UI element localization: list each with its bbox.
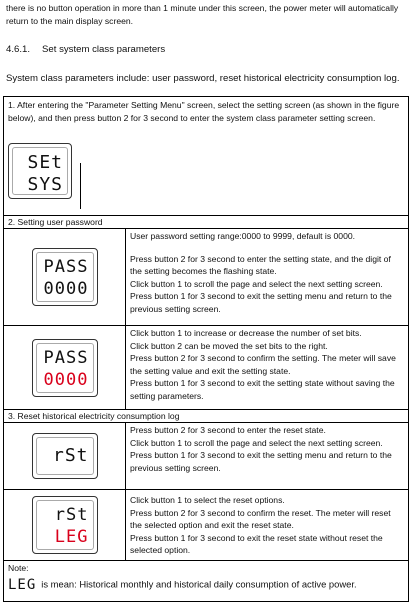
instruction-text: Click button 2 can be moved the set bits to the right.	[130, 340, 328, 351]
table-row-note	[4, 560, 408, 601]
section-description: System class parameters include: user password, reset historical electricity consumption log.	[6, 73, 400, 84]
table-row	[4, 489, 408, 560]
lcd-line-bottom-flashing: 0000	[43, 369, 89, 390]
instruction-cell	[126, 490, 408, 560]
instruction-text: Press button 1 for 3 second to exit the setting menu and return to the previous setting screen.	[130, 450, 392, 473]
instruction-text: Click button 1 to scroll the page and select the next setting screen.	[130, 278, 383, 289]
instruction-text: Click button 1 to increase or decrease the number of set bits.	[130, 328, 362, 338]
lcd-cell	[4, 229, 126, 325]
instruction-cell	[126, 229, 408, 325]
lcd-cell	[4, 326, 126, 409]
table-row	[4, 228, 408, 325]
table-row	[4, 409, 408, 422]
table-row	[4, 97, 408, 215]
lcd-display-pass	[32, 248, 98, 306]
instruction-text: Press button 2 for 3 second to confirm the reset. The meter will reset the selected option and exit the reset state.	[130, 507, 391, 530]
leg-segment-icon: LEG	[8, 577, 37, 593]
instruction-text: Press button 1 for 3 second to exit the reset state without reset the selected option.	[130, 532, 383, 555]
table-row	[4, 215, 408, 228]
lcd-display-rst	[32, 433, 98, 479]
table-row	[4, 325, 408, 409]
instruction-text: Press button 2 for 3 second to confirm the setting. The meter will save the setting value and exit the setting state.	[130, 353, 396, 376]
lcd-display-pass-edit	[32, 339, 98, 397]
lcd-line-top: rSt	[52, 445, 89, 466]
row-header: 2. Setting user password	[8, 217, 103, 227]
row-header: 3. Reset historical electricity consumption log	[8, 411, 180, 421]
lcd-line-top: PASS	[43, 257, 89, 277]
lcd-cell	[4, 490, 126, 560]
lcd-display-rst-leg	[32, 496, 98, 554]
instruction-text: Press button 2 for 3 second to enter the reset state.	[130, 425, 326, 435]
section-number: 4.6.1.	[6, 44, 31, 55]
section-title: Set system class parameters	[42, 44, 166, 55]
instruction-cell	[126, 423, 408, 489]
instruction-text: Press button 2 for 3 second to enter the setting state, and the digit of the setting becomes the flashing state.	[130, 253, 391, 276]
instruction-text: Click button 1 to scroll the page and select the next setting screen.	[130, 437, 383, 448]
lcd-line-top: PASS	[43, 347, 89, 368]
table-row	[4, 422, 408, 489]
lcd-line-top: rSt	[54, 505, 89, 525]
lcd-line-bottom-flashing: LEG	[54, 527, 89, 547]
note-body	[4, 575, 408, 593]
instruction-cell	[126, 326, 408, 409]
lcd-line-top: SEt	[27, 152, 63, 173]
lcd-display-set-sys	[8, 143, 72, 199]
instruction-text: User password setting range:0000 to 9999, default is 0000.	[130, 231, 356, 241]
instruction-text: Press button 1 for 3 second to exit the setting menu and return to the previous setting screen.	[130, 291, 392, 314]
note-label: Note:	[8, 563, 29, 573]
row-instruction: 1. After entering the "Parameter Setting Menu" screen, select the setting screen (as shown in the figure below), and then press button 2 for 3 second to enter the system class parameter setting screen.	[8, 100, 400, 123]
lcd-line-bottom: 0000	[43, 279, 89, 299]
settings-table	[3, 96, 409, 602]
instruction-text: Click button 1 to select the reset options.	[130, 495, 285, 505]
instruction-text: Press button 1 for 3 second to exit the setting state without saving the setting parameters.	[130, 378, 395, 401]
lcd-line-bottom: SYS	[27, 174, 63, 195]
section-heading	[6, 44, 165, 55]
lcd-cell	[4, 423, 126, 489]
note-text: is mean: Historical monthly and historical daily consumption of active power.	[41, 578, 357, 590]
intro-paragraph: there is no button operation in more than 1 minute under this screen, the power meter will automatically return to the main display screen.	[6, 3, 399, 26]
